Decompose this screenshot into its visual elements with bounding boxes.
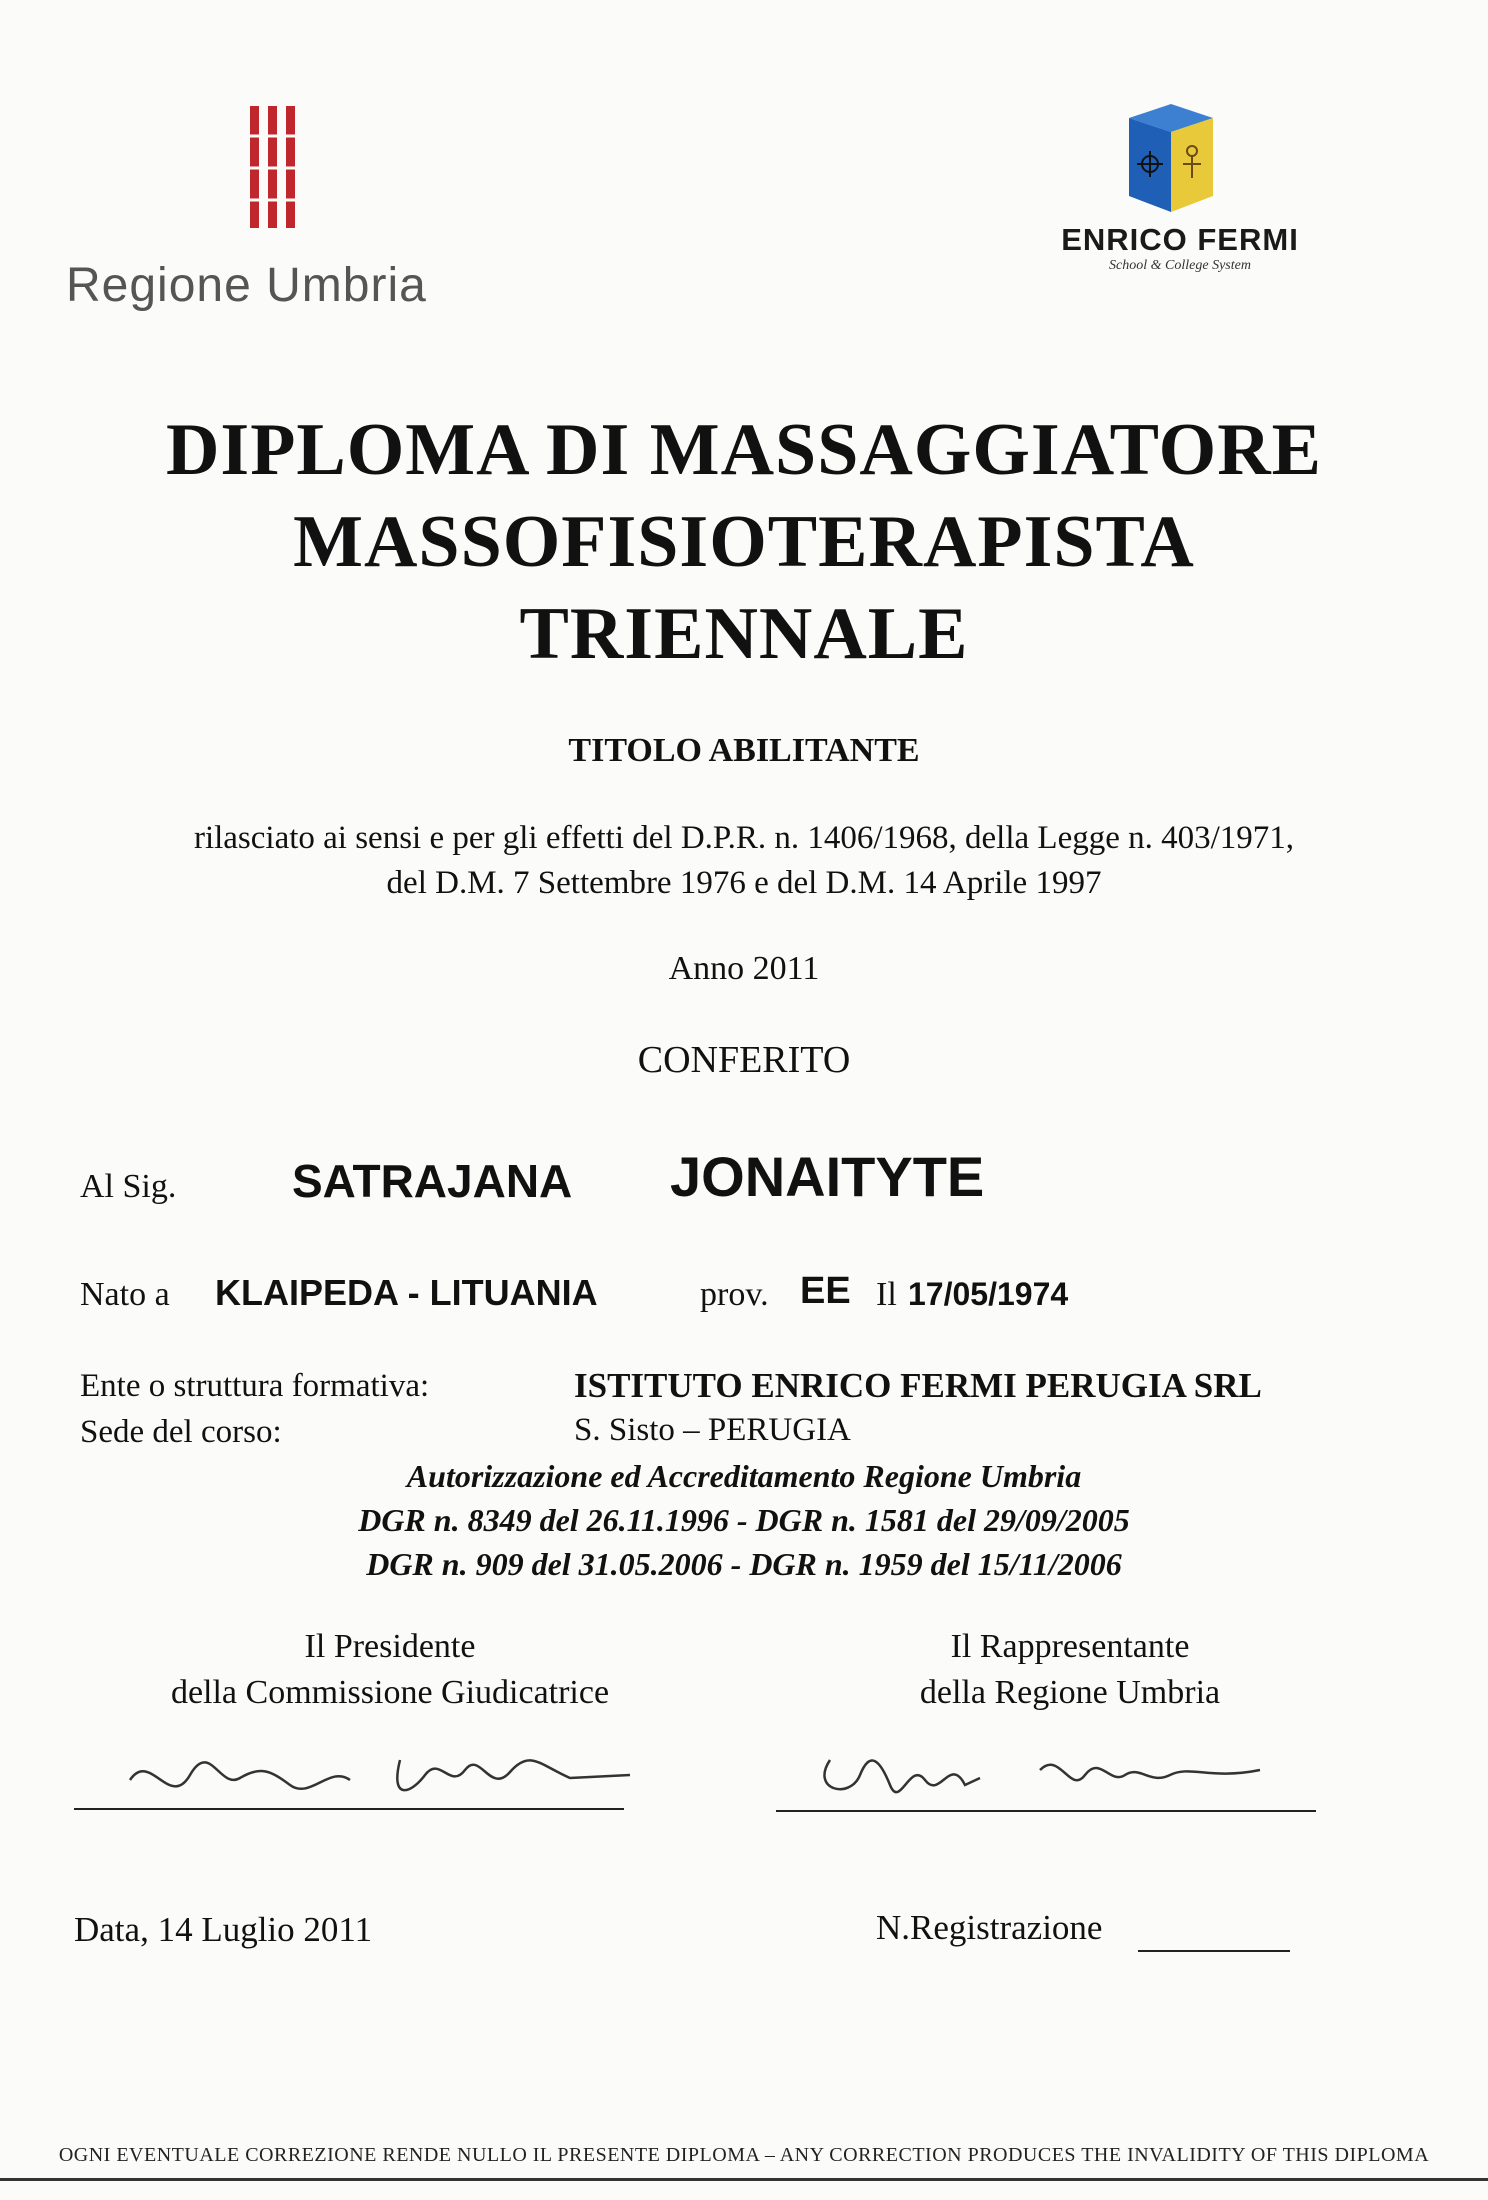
accreditation-line-2: DGR n. 8349 del 26.11.1996 - DGR n. 1581 del 29/09/2005 <box>358 1502 1130 1538</box>
representative-signature-line <box>776 1810 1316 1812</box>
registration-label: N.Registrazione <box>876 1908 1103 1947</box>
emblem-ticks <box>250 106 310 236</box>
recipient-prefix: Al Sig. <box>80 1168 177 1205</box>
subtitle: TITOLO ABILITANTE <box>568 732 920 769</box>
president-title-2: della Commissione Giudicatrice <box>170 1674 610 1711</box>
accreditation-line-1: Autorizzazione ed Accreditamento Regione Umbria <box>406 1458 1082 1494</box>
conferito: CONFERITO <box>637 1039 851 1081</box>
bottom-border <box>0 2178 1488 2181</box>
title-line-1: DIPLOMA DI MASSAGGIATORE <box>165 409 1323 491</box>
date-line: Data, 14 Luglio 2011 <box>74 1910 373 1949</box>
il-label: Il <box>876 1276 897 1313</box>
recipient-first-name: SATRAJANA <box>292 1155 573 1207</box>
regione-umbria-text: Regione Umbria <box>66 259 427 312</box>
prov-label: prov. <box>700 1276 769 1313</box>
title-line-2: MASSOFISIOTERAPISTA <box>293 501 1195 583</box>
representative-title-1: Il Rappresentante <box>950 1628 1190 1665</box>
ente-value: ISTITUTO ENRICO FERMI PERUGIA SRL <box>574 1366 1262 1405</box>
president-title-1: Il Presidente <box>304 1628 476 1665</box>
fermi-name: ENRICO FERMI <box>1061 222 1299 257</box>
year: Anno 2011 <box>668 950 820 987</box>
legal-line-2: del D.M. 7 Settembre 1976 e del D.M. 14 Aprile 1997 <box>386 865 1102 901</box>
ente-label: Ente o struttura formativa: <box>80 1368 430 1404</box>
fermi-cube-icon <box>1115 96 1225 216</box>
regione-emblem-icon <box>250 106 310 236</box>
enrico-fermi-logo <box>1000 96 1340 286</box>
title-line-3: TRIENNALE <box>519 593 969 675</box>
registration-line <box>1138 1950 1290 1952</box>
legal-line-1: rilasciato ai sensi e per gli effetti del D.P.R. n. 1406/1968, della Legge n. 403/1971, <box>193 820 1295 856</box>
accreditation-line-3: DGR n. 909 del 31.05.2006 - DGR n. 1959 del 15/11/2006 <box>366 1546 1122 1582</box>
recipient-last-name: JONAITYTE <box>670 1145 985 1208</box>
birth-prov: EE <box>800 1270 851 1312</box>
regione-umbria-logo <box>66 100 506 320</box>
representative-title-2: della Regione Umbria <box>919 1674 1221 1711</box>
nato-label: Nato a <box>80 1276 170 1313</box>
sede-label: Sede del corso: <box>80 1414 282 1450</box>
sede-value: S. Sisto – PERUGIA <box>574 1412 851 1448</box>
representative-signature <box>740 1730 1340 1820</box>
birth-place: KLAIPEDA - LITUANIA <box>215 1272 598 1313</box>
birth-date: 17/05/1974 <box>908 1276 1069 1312</box>
fermi-subtitle: School & College System <box>1109 258 1251 273</box>
president-signature-line <box>74 1808 624 1810</box>
footer-notice: OGNI EVENTUALE CORREZIONE RENDE NULLO IL PRESENTE DIPLOMA – ANY CORRECTION PRODUCES THE INVALIDITY OF THIS DIPLOMA <box>58 2144 1430 2166</box>
